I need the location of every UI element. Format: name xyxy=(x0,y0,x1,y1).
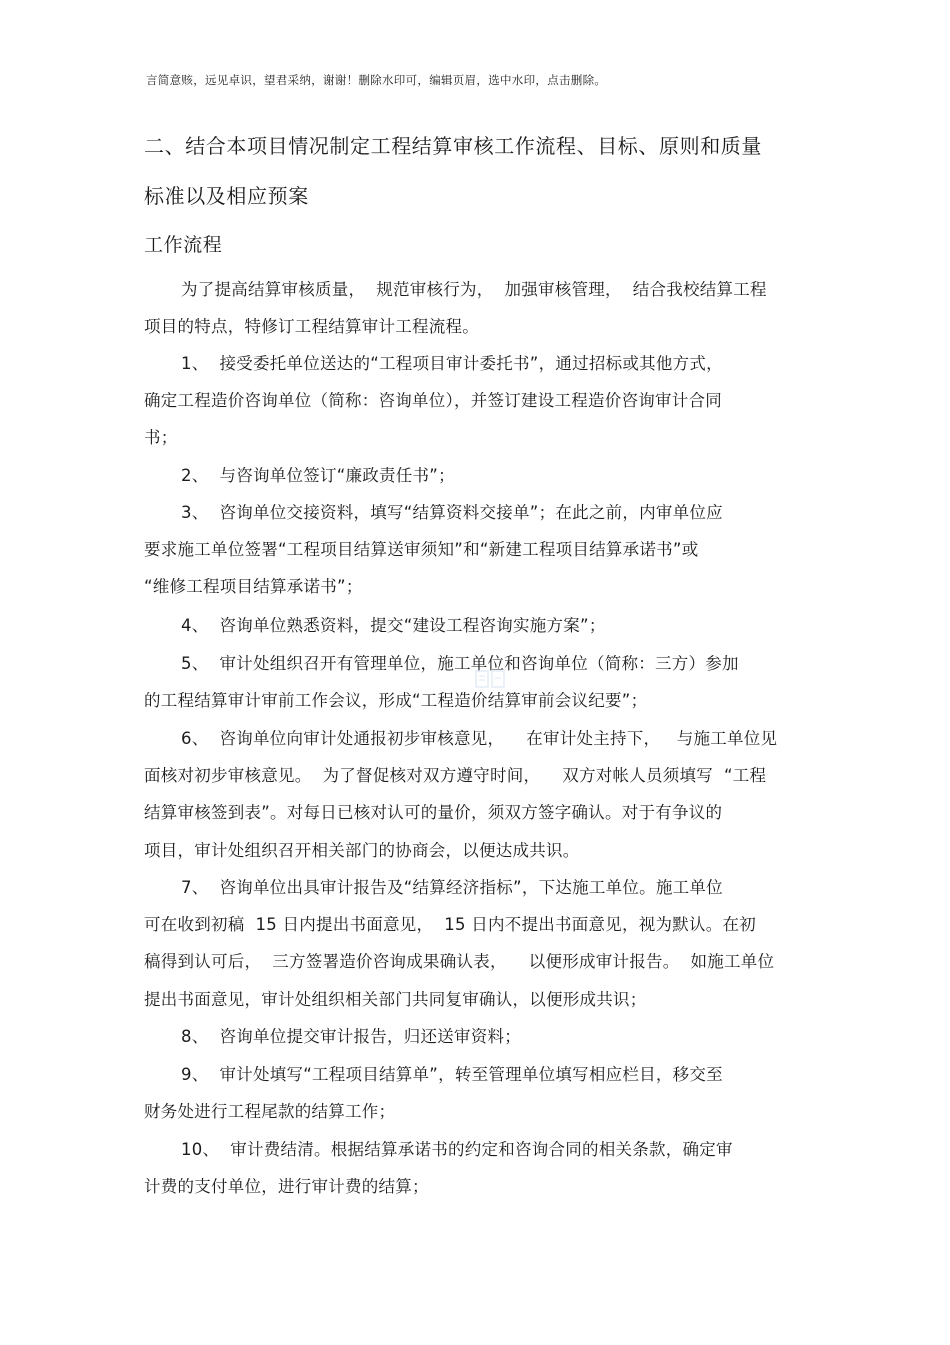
paragraph-line: 提出书面意见，审计处组织相关部门共同复审确认，以便形成共识； xyxy=(144,990,647,1009)
watermark-icon xyxy=(474,668,506,690)
paragraph-line: 10、 审计费结清。根据结算承诺书的约定和咨询合同的相关条款，确定审 xyxy=(181,1140,733,1159)
paragraph-line: 1、 接受委托单位送达的“工程项目审计委托书”，通过招标或其他方式， xyxy=(181,354,723,373)
paragraph-line: 项目，审计处组织召开相关部门的协商会，以便达成共识。 xyxy=(144,841,580,860)
paragraph-line: 4、 咨询单位熟悉资料，提交“建设工程咨询实施方案”； xyxy=(181,616,606,635)
paragraph-line: 2、 与咨询单位签订“廉政责任书”； xyxy=(181,466,455,485)
header-note: 言简意赅，远见卓识，望君采纳，谢谢！删除水印可，编辑页眉，选中水印，点击删除。 xyxy=(146,73,607,87)
paragraph-line: 的工程结算审计审前工作会议，形成“工程造价结算审前会议纪要”； xyxy=(144,691,648,710)
paragraph-line: 面核对初步审核意见。 为了督促核对双方遵守时间， 双方对帐人员须填写 “工程 xyxy=(144,766,767,785)
paragraph-line: “维修工程项目结算承诺书”； xyxy=(144,577,363,596)
paragraph-line: 为了提高结算审核质量， 规范审核行为， 加强审核管理， 结合我校结算工程 xyxy=(181,280,767,299)
paragraph-line: 可在收到初稿 15 日内提出书面意见， 15 日内不提出书面意见，视为默认。在初 xyxy=(144,915,756,934)
paragraph-line: 3、 咨询单位交接资料，填写“结算资料交接单”；在此之前，内审单位应 xyxy=(181,503,723,522)
paragraph-line: 财务处进行工程尾款的结算工作； xyxy=(144,1102,396,1121)
section-title-line-1: 二、结合本项目情况制定工程结算审核工作流程、目标、原则和质量 xyxy=(144,134,762,158)
paragraph-line: 6、 咨询单位向审计处通报初步审核意见， 在审计处主持下， 与施工单位见 xyxy=(181,729,778,748)
paragraph-line: 要求施工单位签署“工程项目结算送审须知”和“新建工程项目结算承诺书”或 xyxy=(144,540,699,559)
paragraph-line: 8、 咨询单位提交审计报告，归还送审资料； xyxy=(181,1027,521,1046)
subsection-title: 工作流程 xyxy=(144,234,223,256)
paragraph-line: 书； xyxy=(144,428,178,447)
paragraph-line: 9、 审计处填写“工程项目结算单”，转至管理单位填写相应栏目，移交至 xyxy=(181,1065,723,1084)
paragraph-line: 7、 咨询单位出具审计报告及“结算经济指标”，下达施工单位。施工单位 xyxy=(181,878,723,897)
paragraph-line: 结算审核签到表”。对每日已核对认可的量价，须双方签字确认。对于有争议的 xyxy=(144,803,723,822)
paragraph-line: 确定工程造价咨询单位（简称：咨询单位），并签订建设工程造价咨询审计合同 xyxy=(144,391,722,410)
paragraph-line: 5、 审计处组织召开有管理单位，施工单位和咨询单位（简称：三方）参加 xyxy=(181,654,739,673)
paragraph-line: 稿得到认可后， 三方签署造价咨询成果确认表， 以便形成审计报告。 如施工单位 xyxy=(144,952,775,971)
paragraph-line: 计费的支付单位，进行审计费的结算； xyxy=(144,1177,429,1196)
paragraph-line: 项目的特点，特修订工程结算审计工程流程。 xyxy=(144,317,479,336)
section-title-line-2: 标准以及相应预案 xyxy=(144,184,309,208)
